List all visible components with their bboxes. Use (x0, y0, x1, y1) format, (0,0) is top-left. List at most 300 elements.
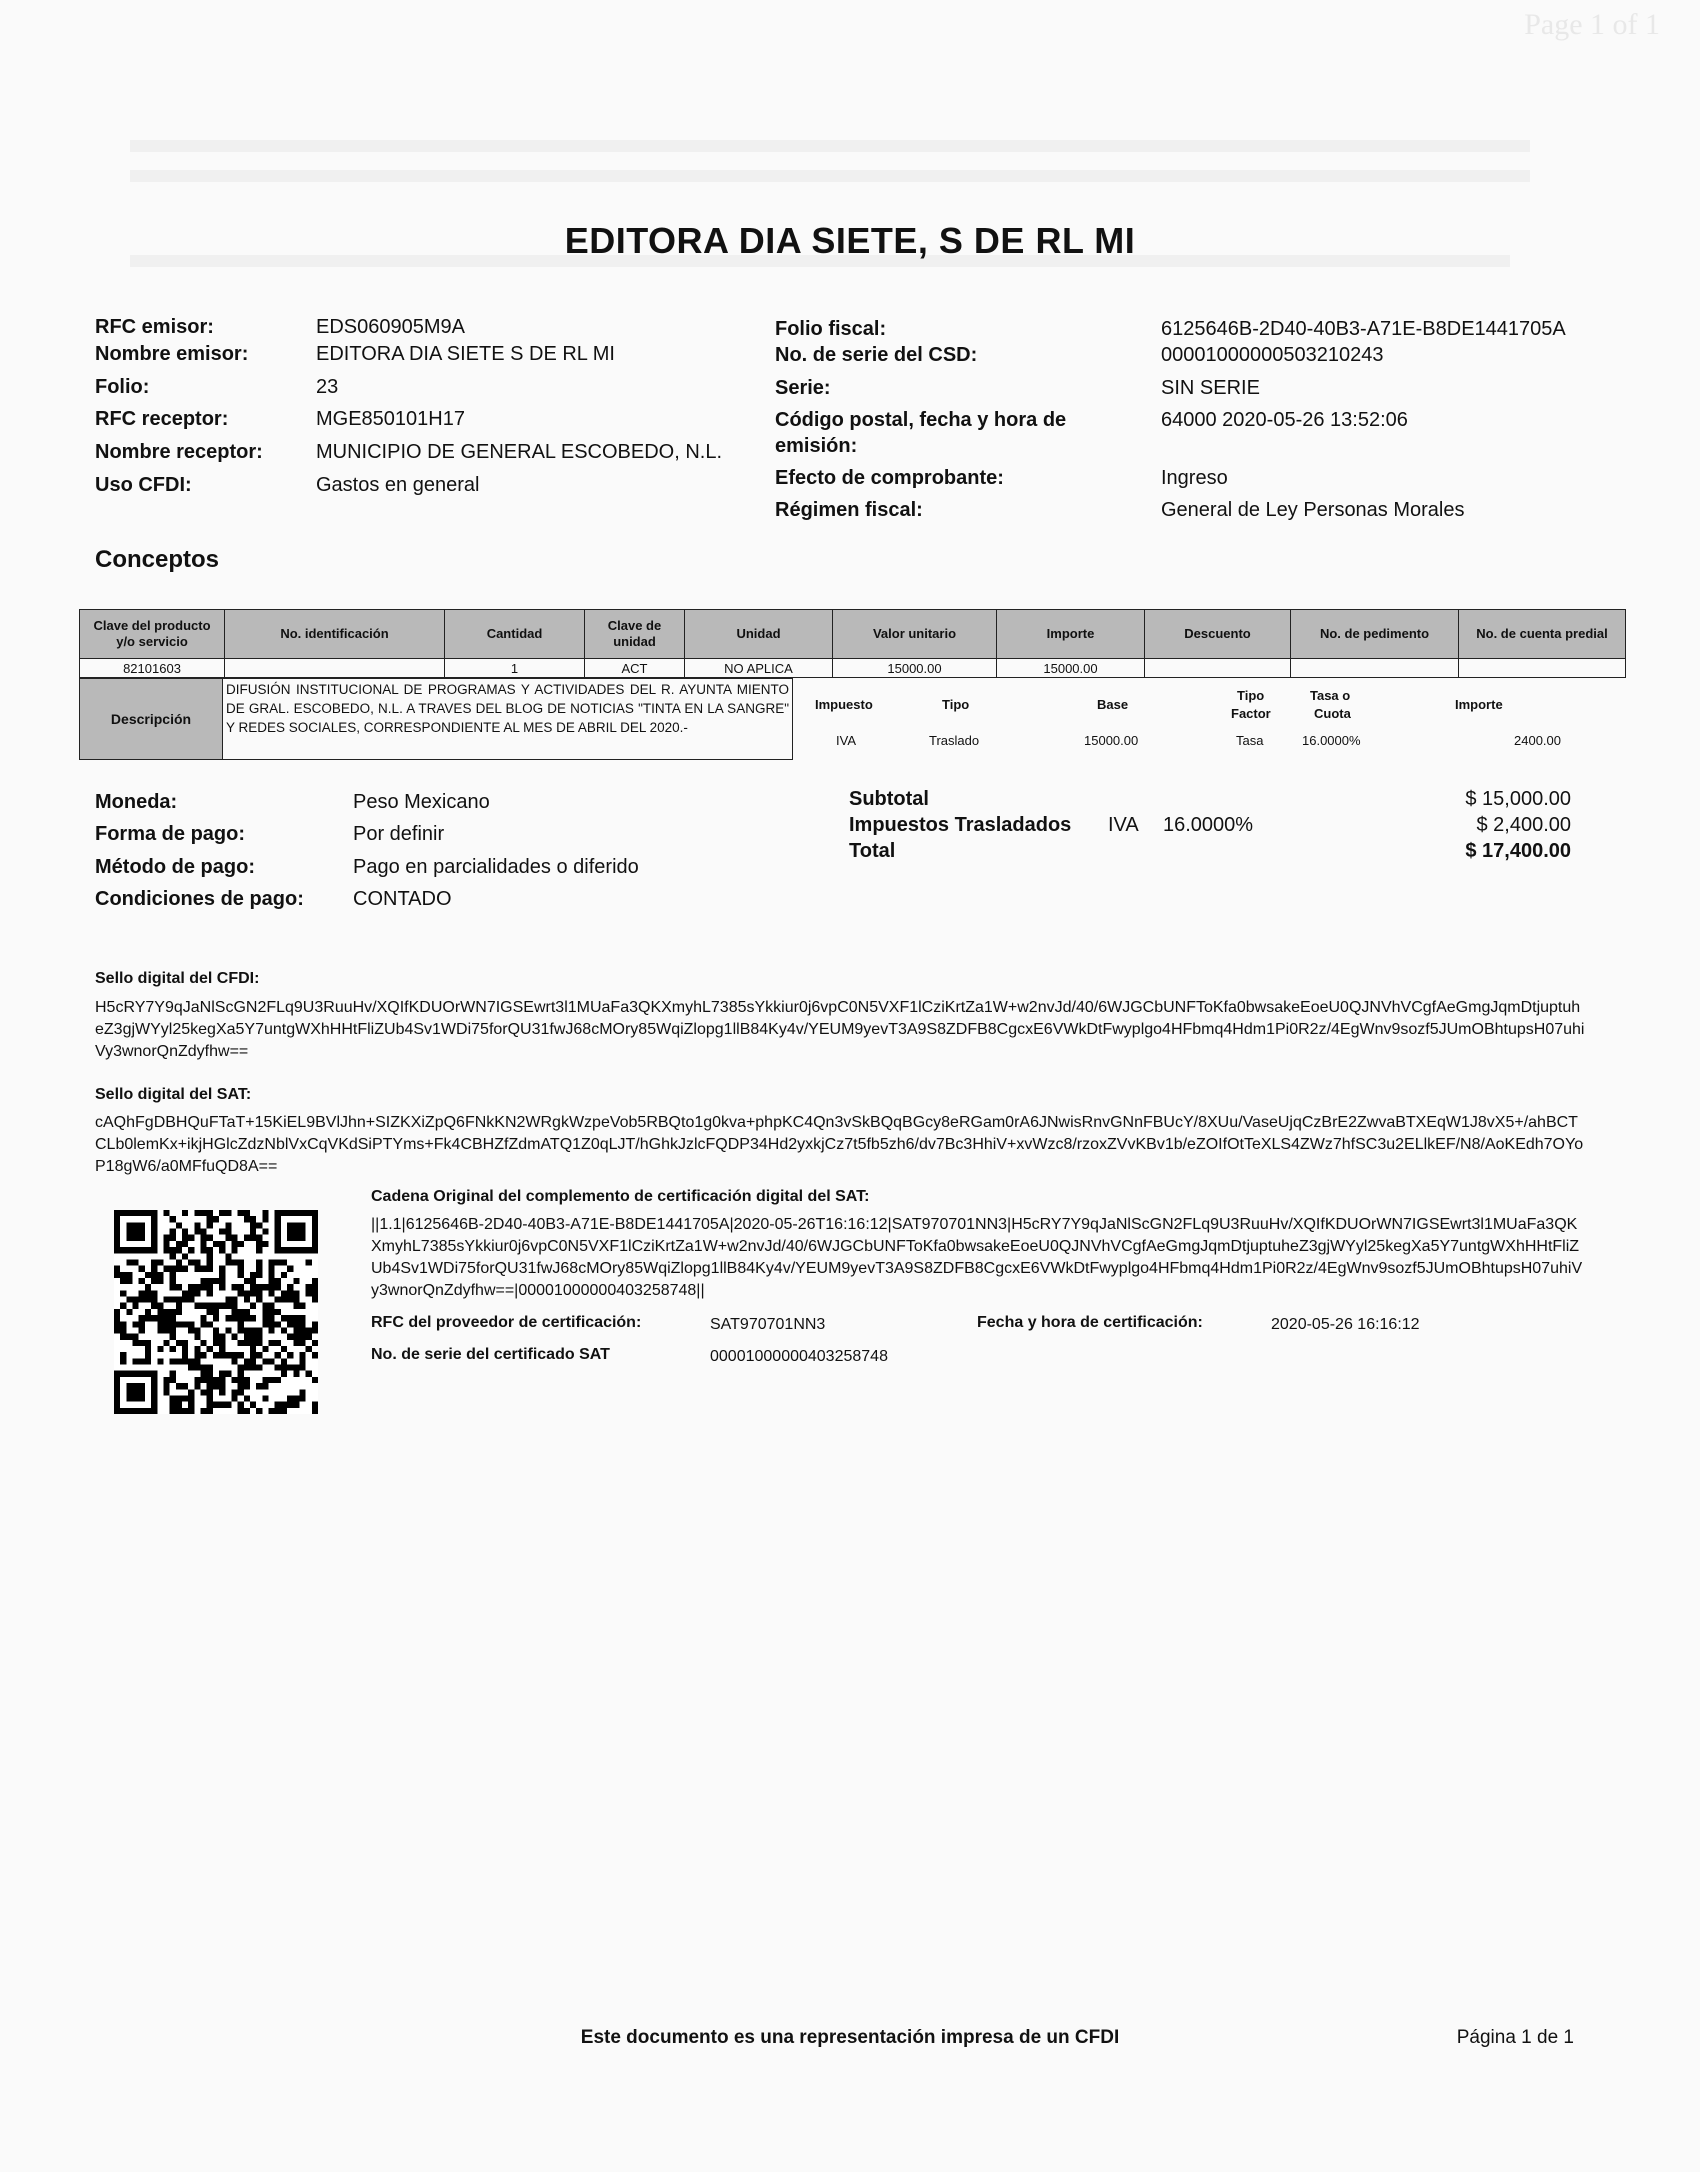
qr-module (145, 1284, 151, 1290)
qr-module (299, 1340, 305, 1346)
qr-module (299, 1365, 305, 1371)
qr-module (275, 1241, 281, 1247)
qr-module (269, 1377, 275, 1383)
qr-module (244, 1278, 250, 1284)
folio-fiscal-value: 6125646B-2D40-40B3-A71E-B8DE1441705A (1161, 318, 1566, 340)
table-cell (1145, 659, 1291, 678)
qr-module (306, 1259, 312, 1265)
qr-module (182, 1210, 188, 1216)
qr-module (114, 1315, 120, 1321)
qr-module (256, 1259, 262, 1265)
qr-module (225, 1253, 231, 1259)
qr-module (145, 1210, 151, 1216)
qr-module (133, 1259, 139, 1265)
qr-module (281, 1402, 287, 1408)
qr-module (299, 1395, 305, 1401)
qr-module (312, 1290, 318, 1296)
cp-fecha-label: Código postal, fecha y hora de (775, 409, 1067, 431)
qr-module (238, 1259, 244, 1265)
qr-module (163, 1309, 169, 1315)
metodo-pago-value: Pago en parcialidades o diferido (353, 856, 639, 878)
qr-module (163, 1210, 169, 1216)
qr-module (219, 1371, 225, 1377)
qr-module (262, 1358, 268, 1364)
qr-module (157, 1346, 163, 1352)
qr-module (250, 1284, 256, 1290)
qr-module (306, 1210, 312, 1216)
scan-ghost-line (130, 170, 1530, 182)
qr-module (312, 1408, 318, 1414)
qr-module (306, 1346, 312, 1352)
column-header: Unidad (685, 610, 833, 659)
qr-module (133, 1371, 139, 1377)
qr-module (182, 1235, 188, 1241)
qr-module (145, 1297, 151, 1303)
qr-module (287, 1365, 293, 1371)
qr-module (269, 1340, 275, 1346)
qr-module (275, 1229, 281, 1235)
qr-module (133, 1222, 139, 1228)
qr-module (238, 1402, 244, 1408)
qr-module (145, 1315, 151, 1321)
qr-module (188, 1247, 194, 1253)
qr-module (312, 1340, 318, 1346)
qr-module (244, 1377, 250, 1383)
qr-module (262, 1216, 268, 1222)
cp-fecha-value: 64000 2020-05-26 13:52:06 (1161, 409, 1408, 431)
descripcion-label: Descripción (79, 678, 223, 760)
qr-module (151, 1229, 157, 1235)
qr-module (281, 1358, 287, 1364)
qr-module (114, 1241, 120, 1247)
qr-module (170, 1235, 176, 1241)
qr-module (213, 1309, 219, 1315)
qr-module (145, 1346, 151, 1352)
column-header: No. identificación (225, 610, 445, 659)
qr-module (176, 1402, 182, 1408)
qr-module (269, 1327, 275, 1333)
column-header: Importe (997, 610, 1145, 659)
qr-module (213, 1303, 219, 1309)
qr-module (114, 1210, 120, 1216)
qr-module (126, 1247, 132, 1253)
qr-module (293, 1247, 299, 1253)
proveedor-cert-value: SAT970701NN3 (710, 1316, 826, 1333)
qr-module (287, 1266, 293, 1272)
sello-cfdi-value: H5cRY7Y9qJaNlScGN2FLq9U3RuuHv/XQIfKDUOrWN7IGSEwrt3l1MUaFa3QKXmyhL7385sYkkiur0j6vpC0N5VXF1lCziKrtZa1W+w2nvJd/40/6WJGCbUNFToKfa0bwsakeEoeU0QJNVhVCgfAeGmgJqmDtjuptuheZ3gjWYyl25kegXa5Y7untgWXhHHtFliZUb4Sv1WDi75forQU31fwJ68cMOry85WqiZlopg1llB84Ky4v/YEUM9yevT3A9S8ZDFB8CgcxE6VWkDtFwyplgo4HFbmq4Hdm1Pi0R2z/4EgWnv9sozf5JUmOBhtupsH07uhiVy3wnorQnZdyfhw== (95, 999, 1585, 1060)
qr-module (299, 1315, 305, 1321)
qr-module (133, 1358, 139, 1364)
qr-module (170, 1266, 176, 1272)
qr-module (250, 1352, 256, 1358)
qr-module (244, 1395, 250, 1401)
qr-module (256, 1235, 262, 1241)
qr-module (114, 1377, 120, 1383)
qr-module (120, 1247, 126, 1253)
qr-module (293, 1303, 299, 1309)
qr-module (250, 1216, 256, 1222)
column-header: No. de cuenta predial (1459, 610, 1626, 659)
qr-module (231, 1284, 237, 1290)
qr-module (275, 1365, 281, 1371)
impuestos-label: Impuestos Trasladados (849, 814, 1072, 836)
table-cell: ACT (585, 659, 685, 678)
qr-module (293, 1210, 299, 1216)
qr-module (219, 1383, 225, 1389)
qr-module (231, 1303, 237, 1309)
qr-module (312, 1297, 318, 1303)
serie-sat-value: 00001000000403258748 (710, 1348, 888, 1365)
qr-module (188, 1389, 194, 1395)
qr-module (238, 1272, 244, 1278)
qr-module (312, 1278, 318, 1284)
qr-module (213, 1315, 219, 1321)
qr-module (207, 1253, 213, 1259)
qr-module (225, 1210, 231, 1216)
metodo-pago-label: Método de pago: (95, 856, 255, 878)
qr-module (244, 1290, 250, 1296)
tax-header-tasa: Tasa o (1310, 688, 1351, 703)
qr-module (139, 1235, 145, 1241)
qr-module (207, 1259, 213, 1265)
qr-module (244, 1383, 250, 1389)
qr-module (194, 1377, 200, 1383)
qr-module (194, 1284, 200, 1290)
serie-value: SIN SERIE (1161, 377, 1260, 399)
qr-module (269, 1321, 275, 1327)
qr-module (213, 1327, 219, 1333)
qr-module (182, 1266, 188, 1272)
qr-module (201, 1371, 207, 1377)
table-header-row (80, 610, 1626, 659)
qr-module (312, 1222, 318, 1228)
qr-module (182, 1358, 188, 1364)
qr-module (182, 1297, 188, 1303)
qr-module (120, 1272, 126, 1278)
qr-module (176, 1408, 182, 1414)
qr-module (262, 1309, 268, 1315)
qr-module (145, 1371, 151, 1377)
qr-module (114, 1321, 120, 1327)
qr-module (170, 1358, 176, 1364)
qr-module (238, 1377, 244, 1383)
qr-module (201, 1278, 207, 1284)
qr-module (238, 1340, 244, 1346)
column-header: Cantidad (445, 610, 585, 659)
qr-module (188, 1235, 194, 1241)
qr-module (157, 1315, 163, 1321)
fecha-cert-value: 2020-05-26 16:16:12 (1271, 1316, 1420, 1333)
qr-module (250, 1235, 256, 1241)
page-number: Página 1 de 1 (1456, 2027, 1574, 2048)
qr-module (126, 1210, 132, 1216)
qr-module (219, 1334, 225, 1340)
qr-module (151, 1247, 157, 1253)
subtotal-label: Subtotal (849, 788, 929, 810)
qr-module (188, 1395, 194, 1401)
qr-module (207, 1290, 213, 1296)
serie-label: Serie: (775, 377, 831, 399)
qr-module (126, 1383, 132, 1389)
qr-module (219, 1247, 225, 1253)
qr-module (238, 1266, 244, 1272)
column-header: Descuento (1145, 610, 1291, 659)
qr-module (269, 1309, 275, 1315)
folio-label: Folio: (95, 376, 150, 398)
qr-module (262, 1284, 268, 1290)
qr-module (225, 1303, 231, 1309)
qr-module (194, 1383, 200, 1389)
qr-module (244, 1327, 250, 1333)
qr-module (287, 1235, 293, 1241)
qr-module (306, 1247, 312, 1253)
qr-module (312, 1235, 318, 1241)
qr-module (188, 1408, 194, 1414)
qr-module (207, 1266, 213, 1272)
qr-module (120, 1303, 126, 1309)
qr-module (256, 1222, 262, 1228)
qr-module (299, 1222, 305, 1228)
qr-module (250, 1278, 256, 1284)
qr-module (275, 1309, 281, 1315)
qr-module (293, 1297, 299, 1303)
qr-module (299, 1352, 305, 1358)
qr-module (201, 1303, 207, 1309)
tax-importe: 2400.00 (1514, 733, 1561, 748)
qr-module (275, 1352, 281, 1358)
qr-module (225, 1235, 231, 1241)
qr-module (145, 1358, 151, 1364)
qr-module (256, 1284, 262, 1290)
qr-module (244, 1210, 250, 1216)
qr-module (219, 1272, 225, 1278)
table-cell (1459, 659, 1626, 678)
qr-module (244, 1365, 250, 1371)
qr-module (145, 1352, 151, 1358)
qr-module (219, 1210, 225, 1216)
qr-module (170, 1334, 176, 1340)
qr-module (213, 1278, 219, 1284)
qr-module (126, 1309, 132, 1315)
qr-module (207, 1346, 213, 1352)
qr-module (275, 1235, 281, 1241)
qr-module (133, 1408, 139, 1414)
qr-module (133, 1395, 139, 1401)
qr-module (163, 1321, 169, 1327)
qr-module (275, 1408, 281, 1414)
folio-fiscal-label: Folio fiscal: (775, 318, 887, 340)
tax-impuesto: IVA (836, 733, 856, 748)
condiciones-label: Condiciones de pago: (95, 888, 304, 910)
qr-module (219, 1278, 225, 1284)
qr-module (188, 1259, 194, 1265)
qr-module (151, 1395, 157, 1401)
qr-module (207, 1278, 213, 1284)
tax-tipo: Traslado (929, 733, 980, 748)
qr-module (126, 1395, 132, 1401)
qr-module (244, 1216, 250, 1222)
qr-module (213, 1340, 219, 1346)
qr-module (182, 1253, 188, 1259)
qr-module (176, 1383, 182, 1389)
qr-module (219, 1284, 225, 1290)
qr-module (170, 1327, 176, 1333)
sello-sat-label: Sello digital del SAT: (95, 1086, 252, 1103)
qr-module (120, 1327, 126, 1333)
qr-module (262, 1315, 268, 1321)
qr-module (213, 1402, 219, 1408)
qr-module (182, 1346, 188, 1352)
qr-module (231, 1377, 237, 1383)
qr-module (269, 1290, 275, 1296)
qr-module (126, 1278, 132, 1284)
qr-module (176, 1309, 182, 1315)
qr-module (287, 1297, 293, 1303)
qr-module (293, 1334, 299, 1340)
qr-module (231, 1297, 237, 1303)
qr-module (176, 1259, 182, 1265)
condiciones-value: CONTADO (353, 888, 452, 910)
column-header: No. de pedimento (1291, 610, 1459, 659)
qr-module (182, 1321, 188, 1327)
qr-module (306, 1371, 312, 1377)
qr-module (269, 1358, 275, 1364)
qr-module (231, 1315, 237, 1321)
qr-module (244, 1297, 250, 1303)
qr-module (225, 1352, 231, 1358)
efecto-value: Ingreso (1161, 467, 1228, 489)
ghost-page-header: Page 1 of 1 (1524, 8, 1660, 41)
qr-module (207, 1210, 213, 1216)
qr-module (182, 1408, 188, 1414)
conceptos-table (79, 609, 1626, 678)
qr-module (170, 1402, 176, 1408)
qr-module (176, 1284, 182, 1290)
qr-module (182, 1290, 188, 1296)
qr-module (281, 1290, 287, 1296)
qr-module (219, 1340, 225, 1346)
serie-sat-label: No. de serie del certificado SAT (371, 1346, 610, 1363)
scan-ghost-line (130, 140, 1530, 152)
qr-module (133, 1383, 139, 1389)
qr-module (120, 1278, 126, 1284)
qr-module (201, 1241, 207, 1247)
qr-module (275, 1216, 281, 1222)
qr-module (287, 1321, 293, 1327)
qr-module (120, 1290, 126, 1296)
forma-pago-value: Por definir (353, 823, 445, 845)
total-label: Total (849, 840, 896, 862)
qr-module (213, 1334, 219, 1340)
regimen-label: Régimen fiscal: (775, 499, 923, 521)
table-cell: 15000.00 (997, 659, 1145, 678)
footer-leyenda: Este documento es una representación impresa de un CFDI (580, 2027, 1120, 2048)
qr-module (151, 1383, 157, 1389)
qr-module (176, 1247, 182, 1253)
qr-module (170, 1253, 176, 1259)
qr-module (256, 1297, 262, 1303)
nombre-receptor-value: MUNICIPIO DE GENERAL ESCOBEDO, N.L. (316, 441, 723, 463)
forma-pago-label: Forma de pago: (95, 823, 246, 845)
qr-module (281, 1365, 287, 1371)
qr-module (219, 1402, 225, 1408)
qr-module (194, 1365, 200, 1371)
cadena-original-value: ||1.1|6125646B-2D40-40B3-A71E-B8DE1441705A|2020-05-26T16:16:12|SAT970701NN3|H5cRY7Y9qJaNlScGN2FLq9U3RuuHv/XQIfKDUOrWN7IGSEwrt3l1MUaFa3QKXmyhL7385sYkkiur0j6vpC0N5VXF1lCziKrtZa1W+w2nvJd/40/6WJGCbUNFToKfa0bwsakeEoeU0QJNVhVCgfAeGmgJqmDtjuptuheZ3gjWYyl25kegXa5Y7untgWXhHHtFliZUb4Sv1WDi75forQU31fwJ68cMOry85WqiZlopg1llB84Ky4v/YEUM9yevT3A9S8ZDFB8CgcxE6VWkDtFwyplgo4HFbmq4Hdm1Pi0R2z/4EgWnv9sozf5JUmOBhtupsH07uhiVy3wnorQnZdyfhw==|00001000000403258748|| (371, 1216, 1583, 1299)
qr-module (133, 1235, 139, 1241)
qr-module (114, 1222, 120, 1228)
qr-module (207, 1377, 213, 1383)
qr-module (244, 1334, 250, 1340)
qr-module (176, 1395, 182, 1401)
qr-module (244, 1358, 250, 1364)
qr-module (244, 1340, 250, 1346)
qr-module (244, 1408, 250, 1414)
qr-module (287, 1315, 293, 1321)
qr-module (262, 1395, 268, 1401)
qr-module (163, 1247, 169, 1253)
qr-module (312, 1327, 318, 1333)
qr-module (293, 1371, 299, 1377)
moneda-value: Peso Mexicano (353, 791, 490, 813)
cp-fecha-label-cont: emisión: (775, 435, 858, 457)
qr-module (157, 1358, 163, 1364)
qr-module (139, 1210, 145, 1216)
qr-module (262, 1377, 268, 1383)
qr-module (163, 1266, 169, 1272)
qr-module (275, 1377, 281, 1383)
qr-module (151, 1278, 157, 1284)
qr-module (194, 1334, 200, 1340)
qr-module (275, 1402, 281, 1408)
qr-module (126, 1297, 132, 1303)
qr-module (114, 1408, 120, 1414)
qr-module (256, 1247, 262, 1253)
qr-module (207, 1222, 213, 1228)
qr-module (312, 1241, 318, 1247)
qr-module (281, 1210, 287, 1216)
qr-module (299, 1303, 305, 1309)
qr-module (275, 1222, 281, 1228)
qr-module (269, 1284, 275, 1290)
qr-module (176, 1358, 182, 1364)
qr-code (114, 1210, 318, 1414)
qr-module (281, 1272, 287, 1278)
qr-module (207, 1389, 213, 1395)
qr-module (201, 1340, 207, 1346)
qr-module (170, 1247, 176, 1253)
qr-module (126, 1389, 132, 1395)
qr-module (225, 1297, 231, 1303)
qr-module (312, 1210, 318, 1216)
qr-module (293, 1321, 299, 1327)
qr-module (269, 1272, 275, 1278)
qr-module (306, 1290, 312, 1296)
qr-module (238, 1371, 244, 1377)
rfc-receptor-value: MGE850101H17 (316, 408, 465, 430)
qr-module (225, 1259, 231, 1265)
qr-module (126, 1259, 132, 1265)
tax-header-tipo: Tipo (942, 697, 970, 712)
conceptos-title: Conceptos (95, 546, 220, 573)
regimen-value: General de Ley Personas Morales (1161, 499, 1465, 521)
qr-module (114, 1371, 120, 1377)
qr-module (151, 1402, 157, 1408)
tax-tipo-factor: Tasa (1236, 733, 1264, 748)
qr-module (219, 1241, 225, 1247)
qr-module (269, 1315, 275, 1321)
qr-module (133, 1210, 139, 1216)
qr-module (238, 1383, 244, 1389)
